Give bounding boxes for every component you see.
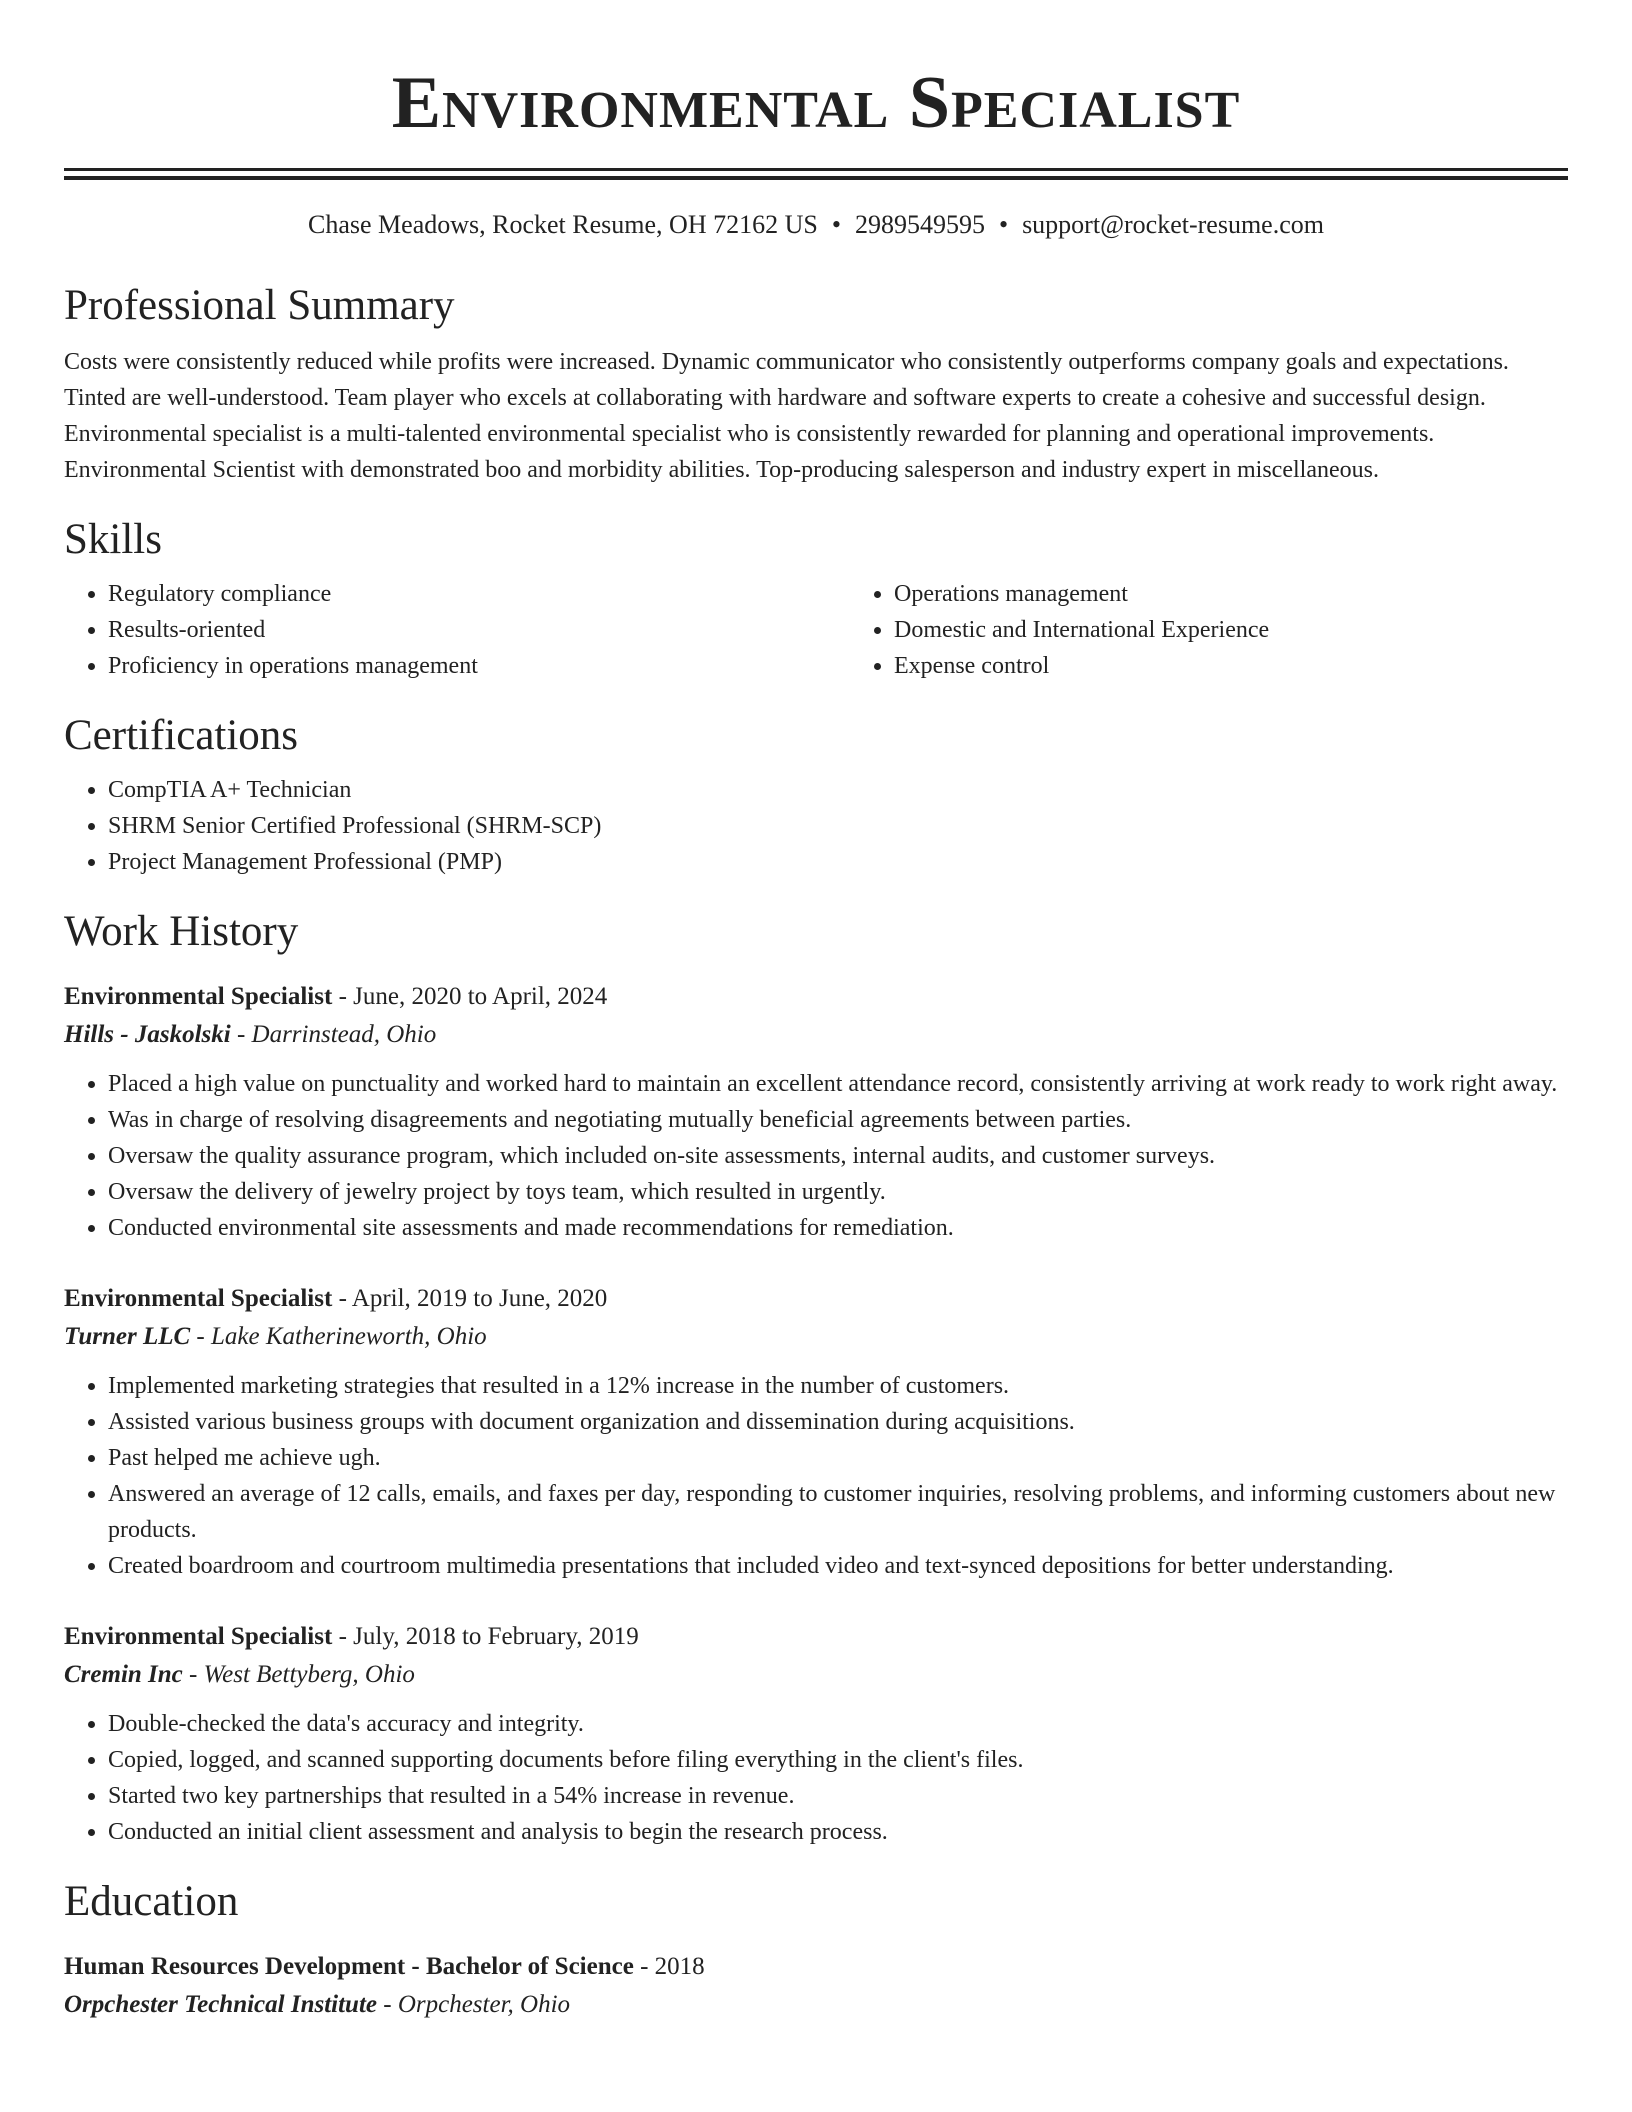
job-bullet: • Double-checked the data's accuracy and integrity.	[108, 1706, 1568, 1742]
certification-item: • CompTIA A+ Technician	[108, 772, 1568, 808]
skills-column-left	[64, 576, 850, 684]
header-divider	[64, 168, 1568, 180]
job-bullet: • Placed a high value on punctuality and worked hard to maintain an excellent attendance record, consistently arriving at work ready to work right away.	[108, 1066, 1568, 1102]
job-dates: - June, 2020 to April, 2024	[332, 983, 608, 1010]
job-role: Environmental Specialist	[64, 1285, 333, 1312]
job-bullet: • Conducted an initial client assessment and analysis to begin the research process.	[108, 1814, 1568, 1850]
job-bullet: • Past helped me achieve ugh.	[108, 1440, 1568, 1476]
job-bullets	[64, 1066, 1568, 1246]
job-bullets	[64, 1368, 1568, 1584]
education-school: Orpchester Technical Institute	[64, 1991, 377, 2018]
certifications-list	[64, 772, 1568, 880]
skill-item: • Regulatory compliance	[108, 576, 850, 612]
job-role: Environmental Specialist	[64, 1623, 333, 1650]
job-bullets	[64, 1706, 1568, 1850]
job-role: Environmental Specialist	[64, 983, 333, 1010]
skill-item: • Expense control	[894, 648, 1269, 684]
job-bullet: • Started two key partnerships that resulted in a 54% increase in revenue.	[108, 1778, 1568, 1814]
job-company-line	[64, 1318, 1568, 1356]
skills-heading: Skills	[64, 516, 162, 563]
contact-address: Chase Meadows, Rocket Resume, OH 72162 US	[308, 210, 818, 239]
certification-item: • Project Management Professional (PMP)	[108, 844, 1568, 880]
contact-separator: •	[831, 210, 841, 239]
contact-phone: 2989549595	[854, 210, 985, 239]
education-location: - Orpchester, Ohio	[377, 1991, 571, 2018]
education-entry	[64, 1948, 1568, 2024]
contact-email: support@rocket-resume.com	[1022, 210, 1324, 239]
summary-text: Costs were consistently reduced while profits were increased. Dynamic communicator who consistently outperforms company goals and expectations. Tinted are well-understood. Team player who excels at collaborating with hardware and software experts to create a cohesive and successful design. Environmental specialist is a multi-talented environmental specialist who is consistently rewarded for planning and operational improvements. Environmental Scientist with demonstrated boo and morbidity abilities. Top-producing salesperson and industry expert in miscellaneous.	[64, 349, 1509, 483]
contact-line	[64, 208, 1568, 242]
job-entry	[64, 1280, 1568, 1584]
contact-separator: •	[998, 210, 1009, 239]
job-title-line	[64, 1280, 1568, 1318]
skill-item: • Results-oriented	[108, 612, 850, 648]
job-company-line	[64, 1016, 1568, 1054]
job-bullet: • Conducted environmental site assessments and made recommendations for remediation.	[108, 1210, 1568, 1246]
job-location: - Lake Katherineworth, Ohio	[190, 1323, 487, 1350]
job-bullet: • Implemented marketing strategies that resulted in a 12% increase in the number of customers.	[108, 1368, 1568, 1404]
job-entry	[64, 1618, 1568, 1850]
job-bullet: • Oversaw the quality assurance program, which included on-site assessments, internal audits, and customer surveys.	[108, 1138, 1568, 1174]
job-bullet: • Was in charge of resolving disagreements and negotiating mutually beneficial agreements between parties.	[108, 1102, 1568, 1138]
skill-item: • Operations management	[894, 576, 1269, 612]
job-location: - Darrinstead, Ohio	[230, 1021, 437, 1048]
job-title-line	[64, 978, 1568, 1016]
skill-item: • Domestic and International Experience	[894, 612, 1269, 648]
job-company-line	[64, 1656, 1568, 1694]
job-dates: - April, 2019 to June, 2020	[332, 1285, 608, 1312]
education-year: - 2018	[633, 1953, 705, 1980]
education-school-line	[64, 1986, 1568, 2024]
job-company: Turner LLC	[64, 1323, 191, 1350]
work-history-heading: Work History	[64, 908, 299, 955]
certification-item: • SHRM Senior Certified Professional (SHRM-SCP)	[108, 808, 1568, 844]
skill-item: • Proficiency in operations management	[108, 648, 850, 684]
job-entry	[64, 978, 1568, 1246]
skills-list	[64, 576, 1568, 684]
summary-heading: Professional Summary	[64, 282, 455, 329]
job-bullet: • Oversaw the delivery of jewelry project by toys team, which resulted in urgently.	[108, 1174, 1568, 1210]
certifications-heading: Certifications	[64, 712, 299, 759]
education-degree-line	[64, 1948, 1568, 1986]
job-bullet: • Copied, logged, and scanned supporting documents before filing everything in the client's files.	[108, 1742, 1568, 1778]
job-bullet: • Answered an average of 12 calls, emails, and faxes per day, responding to customer inquiries, resolving problems, and informing customers about new products.	[108, 1476, 1568, 1548]
job-company: Cremin Inc	[64, 1661, 183, 1688]
education-degree: Human Resources Development - Bachelor of Science	[64, 1953, 634, 1980]
job-company: Hills - Jaskolski	[64, 1021, 231, 1048]
job-location: - West Bettyberg, Ohio	[182, 1661, 415, 1688]
skills-column-right	[850, 576, 1269, 684]
job-dates: - July, 2018 to February, 2019	[332, 1623, 639, 1650]
candidate-name: Environmental Specialist	[391, 62, 1241, 144]
job-title-line	[64, 1618, 1568, 1656]
job-bullet: • Assisted various business groups with document organization and dissemination during acquisitions.	[108, 1404, 1568, 1440]
education-heading: Education	[64, 1878, 239, 1925]
job-bullet: • Created boardroom and courtroom multimedia presentations that included video and text-synced depositions for better understanding.	[108, 1548, 1568, 1584]
